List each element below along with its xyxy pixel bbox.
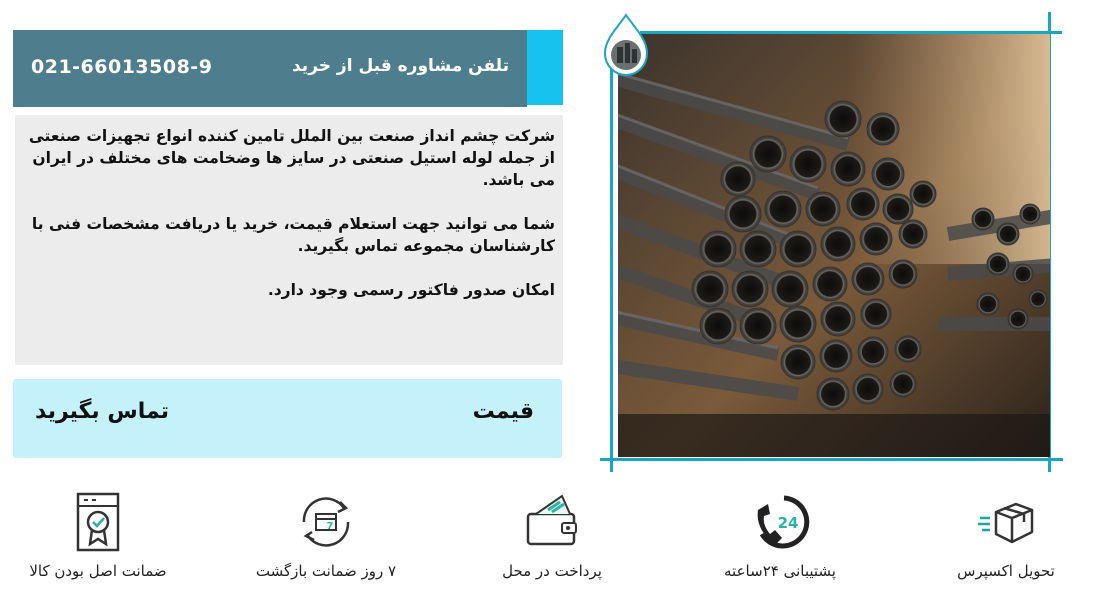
svg-text:7: 7 (326, 521, 334, 532)
phone-number[interactable]: 021-66013508-9 (31, 56, 213, 78)
frame-line-bottom (600, 458, 1063, 461)
description-paragraph: شما می توانید جهت استعلام قیمت، خرید یا دریافت مشخصات فنی با کارشناسان مجموعه تماس بگیرید. (31, 215, 555, 255)
feature-24h-support (695, 490, 865, 590)
price-label: قیمت (472, 399, 534, 424)
delivery-box-icon (974, 490, 1038, 554)
svg-text:24: 24 (777, 514, 799, 532)
price-box (13, 379, 562, 458)
accent-block (527, 30, 563, 105)
feature-label: پرداخت در محل (502, 562, 602, 580)
feature-7-day-return (241, 490, 411, 590)
frame-line-left (610, 62, 613, 472)
company-logo (601, 13, 651, 77)
contact-us-button[interactable]: تماس بگیرید (35, 399, 169, 424)
steel-pipes-illustration (618, 34, 1050, 457)
feature-label: پشتیبانی ۲۴ساعته (724, 562, 836, 580)
return-box-icon (294, 490, 358, 554)
feature-pay-on-delivery (467, 490, 637, 590)
feature-label: ضمانت اصل بودن کالا (29, 562, 167, 580)
consultation-phone-bar (13, 30, 527, 107)
company-description (15, 115, 563, 365)
product-photo-steel-pipes (618, 34, 1050, 457)
feature-authenticity-guarantee (13, 490, 183, 590)
feature-express-delivery (921, 490, 1091, 590)
feature-label: ۷ روز ضمانت بازگشت (255, 562, 397, 580)
support-24-icon (748, 490, 812, 554)
description-paragraph: شرکت چشم انداز صنعت بین الملل تامین کننده انواع تجهیزات صنعتی از جمله لوله استیل صنعتی در سایز ها وضخامت های مختلف در ایران می باشد. (28, 127, 555, 189)
consultation-label: تلفن مشاوره قبل از خرید (291, 56, 509, 76)
certificate-icon (66, 490, 130, 554)
wallet-icon (520, 490, 584, 554)
description-paragraph: امکان صدور فاکتور رسمی وجود دارد. (267, 281, 555, 299)
feature-label: تحویل اکسپرس (957, 562, 1055, 580)
